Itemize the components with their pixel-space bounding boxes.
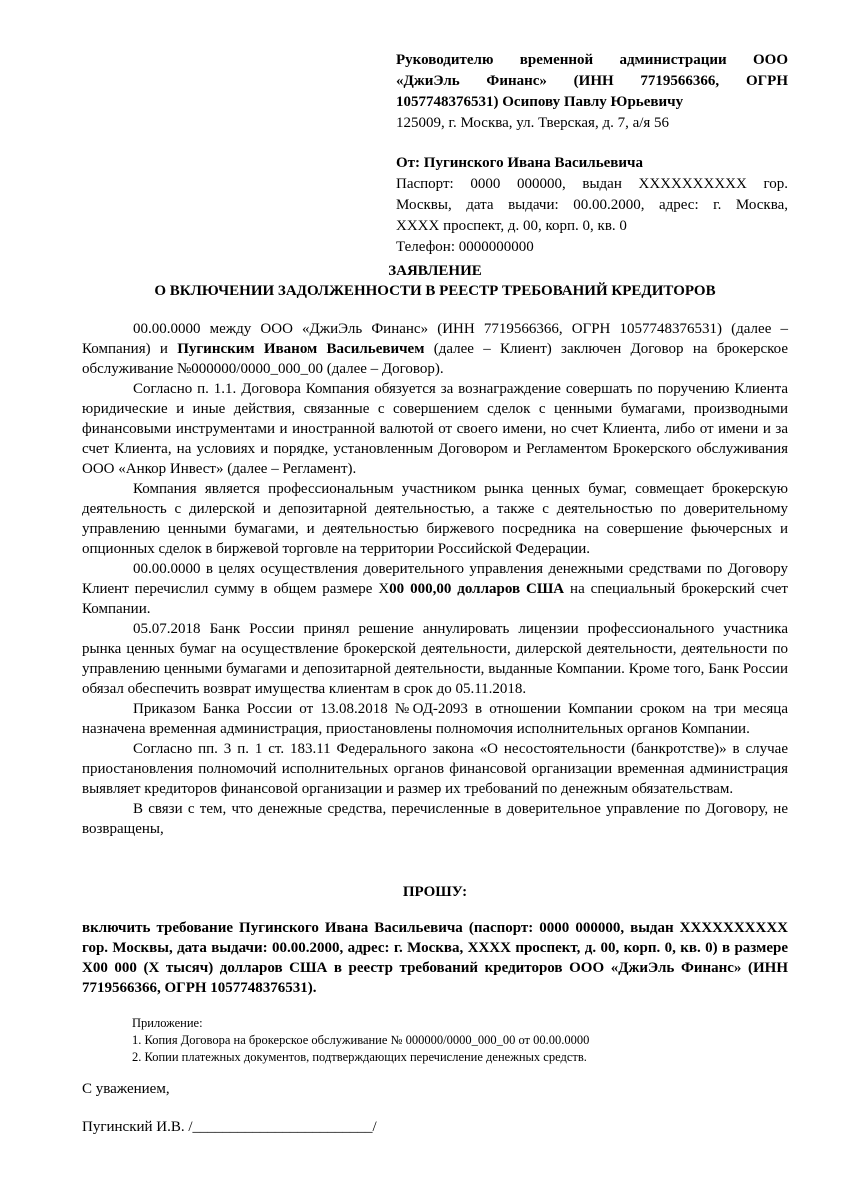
closing-regards: С уважением, xyxy=(82,1081,170,1097)
attachments-label: Приложение: xyxy=(132,1016,203,1030)
attachment-item: 2. Копии платежных документов, подтверждающих перечисление денежных средств. xyxy=(132,1050,587,1064)
recipient-line: 1057748376531) Осипову Павлу Юрьевичу xyxy=(396,94,684,110)
signature-line: Пугинский И.В. /________________________/ xyxy=(82,1119,377,1135)
sender-passport-line: ХХХХ проспект, д. 00, корп. 0, кв. 0 xyxy=(396,218,627,234)
paragraph: Согласно п. 1.1. Договора Компания обязуется за вознаграждение совершать по поручению Клиента юридические и иные действия, связанные с совершением сделок с ценными бумагами, производными финансовыми инструментами и иностранной валютой от своего имени, но счет Клиента, либо от имени и за счет Клиента, на условиях и порядке, установленным Договором и Регламентом Брокерского обслуживания ООО «Анкор Инвест» (далее – Регламент). xyxy=(82,381,788,477)
paragraph: Компания является профессиональным участником рынка ценных бумаг, совмещает брокерскую деятельность с дилерской и депозитарной деятельностью, а также с деятельностью по доверительному управлению ценными бумагами, и деятельностью биржевого посредника на совершение фьючерсных и опционных сделок в биржевой торговле на территории Российской Федерации. xyxy=(82,481,788,557)
paragraph: 00.00.0000 между ООО «ДжиЭль Финанс» (ИНН 7719566366, ОГРН 1057748376531) (далее – Компания) и Пугинским Иваном Васильевичем (далее – Клиент) заключен Договор на брокерское обслуживание №000000/0000_000_00 (далее – Договор). xyxy=(82,321,789,377)
recipient-line: «ДжиЭль Финанс» (ИНН 7719566366, ОГРН xyxy=(396,73,788,89)
recipient-address: 125009, г. Москва, ул. Тверская, д. 7, а/я 56 xyxy=(396,115,670,131)
sender-passport-line: Москвы, дата выдачи: 00.00.2000, адрес: г. Москва, xyxy=(396,197,788,213)
document-subtitle: О ВКЛЮЧЕНИИ ЗАДОЛЖЕННОСТИ В РЕЕСТР ТРЕБОВАНИЙ КРЕДИТОРОВ xyxy=(154,283,716,299)
paragraph: В связи с тем, что денежные средства, перечисленные в доверительное управление по Договору, не возвращены, xyxy=(82,801,788,837)
statement-body xyxy=(82,319,788,839)
request-heading: ПРОШУ: xyxy=(402,884,468,900)
paragraph: Согласно пп. 3 п. 1 ст. 183.11 Федерального закона «О несостоятельности (банкротстве)» в случае приостановления полномочий исполнительных органов финансовой организации временная администрация выявляет кредиторов финансовой организации и размер их требований по денежным обязательствам. xyxy=(82,741,788,797)
sender-phone: Телефон: 0000000000 xyxy=(396,239,534,255)
paragraph: 05.07.2018 Банк России принял решение аннулировать лицензии профессионального участника рынка ценных бумаг на осуществление брокерской деятельности, дилерской деятельности, деятельности по управлению ценными бумагами и депозитарной деятельности, выданные Компании. Кроме того, Банк России обязал обеспечить возврат имущества клиентам в срок до 05.11.2018. xyxy=(82,621,788,697)
attachments-block xyxy=(132,1015,772,1066)
document-title: ЗАЯВЛЕНИЕ xyxy=(388,263,482,279)
sender-passport-line: Паспорт: 0000 000000, выдан ХХХХХХХХХХ гор. xyxy=(396,176,788,192)
sender-name: От: Пугинского Ивана Васильевича xyxy=(396,155,644,171)
address-block xyxy=(396,50,788,258)
request-text: включить требование Пугинского Ивана Васильевича (паспорт: 0000 000000, выдан ХХХХХХХХХХ гор. Москвы, дата выдачи: 00.00.2000, адрес: г. Москва, ХХХХ проспект, д. 00, корп. 0, кв. 0) в размере Х00 000 (Х тысяч) долларов США в реестр требований кредиторов ООО «ДжиЭль Финанс» (ИНН 7719566366, ОГРН 1057748376531). xyxy=(82,920,788,996)
paragraph: Приказом Банка России от 13.08.2018 №ОД-2093 в отношении Компании сроком на три месяца назначена временная администрация, приостановлены полномочия исполнительных органов Компании. xyxy=(82,701,788,737)
recipient-line: Руководителю временной администрации ООО xyxy=(396,52,788,68)
attachment-item: 1. Копия Договора на брокерское обслуживание № 000000/0000_000_00 от 00.00.0000 xyxy=(132,1033,590,1047)
paragraph: 00.00.0000 в целях осуществления доверительного управления денежными средствами по Договору Клиент перечислил сумму в общем размере Х00 000,00 долларов США на специальный брокерский счет Компании. xyxy=(82,561,788,617)
